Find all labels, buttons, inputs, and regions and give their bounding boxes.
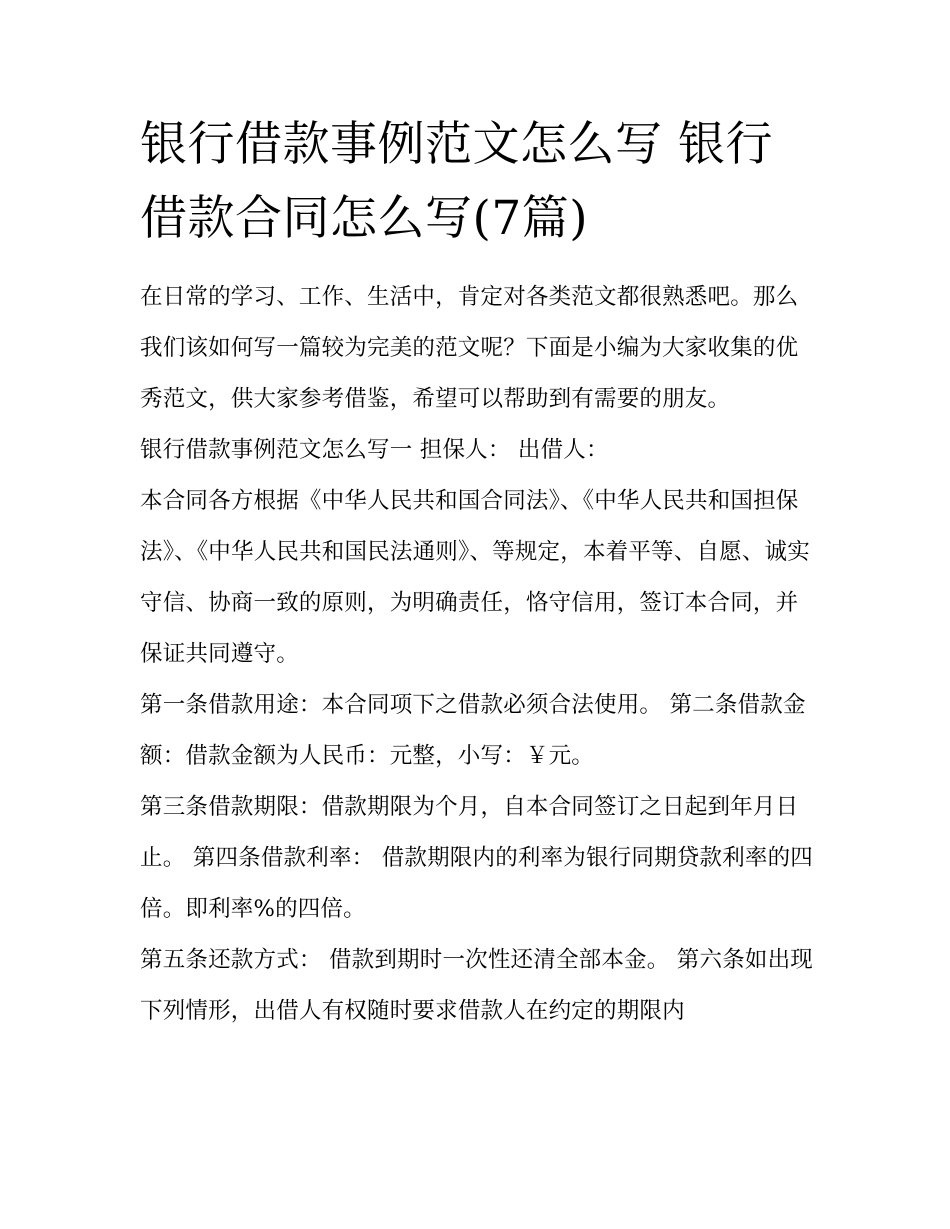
document-title: 银行借款事例范文怎么写 银行借款合同怎么写(7篇) — [140, 117, 773, 246]
document-body — [140, 108, 815, 1037]
paragraph-intro: 在日常的学习、工作、生活中，肯定对各类范文都很熟悉吧。那么我们该如何写一篇较为完美的范文呢？下面是小编为大家收集的优秀范文，供大家参考借鉴，希望可以帮助到有需要的朋友。 — [140, 284, 799, 412]
paragraph-articles-5-6: 第五条还款方式： 借款到期时一次性还清全部本金。 第六条如出现下列情形，出借人有权随时要求借款人在约定的期限内 — [140, 947, 814, 1024]
paragraph-articles-1-2: 第一条借款用途：本合同项下之借款必须合法使用。 第二条借款金额：借款金额为人民币：元整，小写：￥元。 — [140, 692, 806, 769]
paragraph-contract-basis: 本合同各方根据《中华人民共和国合同法》、《中华人民共和国担保法》、《中华人民共和国民法通则》、等规定，本着平等、自愿、诚实守信、协商一致的原则，为明确责任，恪守信用，签订本合同，并保证共同遵守。 — [140, 488, 810, 667]
paragraph-articles-3-4: 第三条借款期限：借款期限为个月，自本合同签订之日起到年月日止。 第四条借款利率： 借款期限内的利率为银行同期贷款利率的四倍。即利率%的四倍。 — [140, 794, 814, 922]
paragraph-section-heading: 银行借款事例范文怎么写一 担保人： 出借人： — [140, 437, 609, 463]
